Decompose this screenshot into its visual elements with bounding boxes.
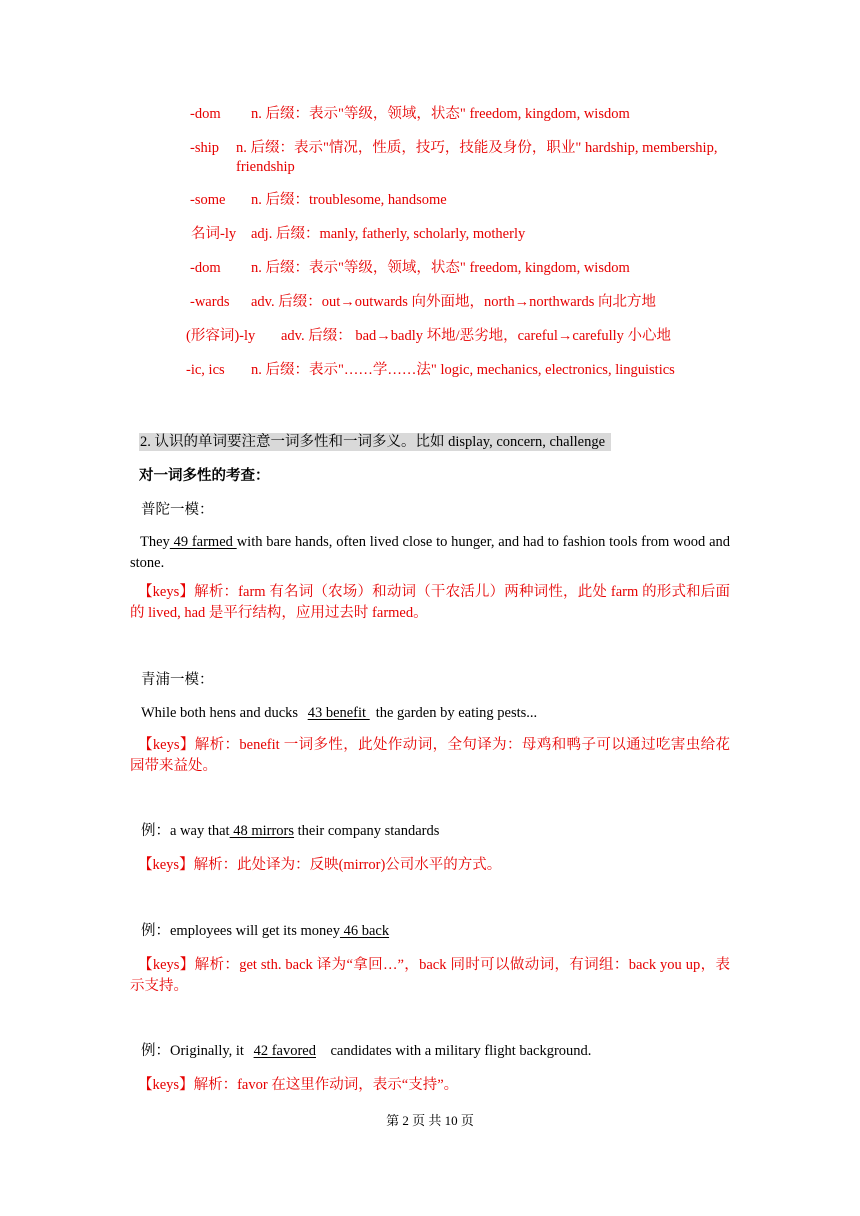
example-sentence <box>141 921 389 941</box>
sentence-pre: While both hens and ducks <box>141 705 302 721</box>
suffix-word: -some <box>190 192 226 208</box>
suffix-row <box>190 293 229 311</box>
suffix-row <box>186 361 225 379</box>
suffix-definition: adv. 后缀：out→outwards 向外面地，north→northwards 向北方地 <box>251 294 657 310</box>
key-text: 【keys】解析：benefit 一词多性，此处作动词，全句译为：母鸡和鸭子可以通过吃害虫给花园带来益处。 <box>130 737 730 774</box>
page-footer: 第 2 页 共 10 页 <box>386 1113 474 1128</box>
suffix-row <box>191 225 236 243</box>
suffix-definition: adj. 后缀：manly, fatherly, scholarly, motherly <box>251 226 526 242</box>
answer-blank: 48 mirrors <box>229 823 295 839</box>
sentence-pre: 例：Originally, it <box>141 1043 248 1059</box>
example-source: 普陀一模： <box>141 502 214 518</box>
suffix-word: -dom <box>190 260 221 276</box>
example-sentence <box>141 703 537 723</box>
sentence-post: candidates with a military flight background. <box>316 1043 592 1059</box>
suffix-word: -ic, ics <box>186 362 225 378</box>
sentence-pre: 例：employees will get its money <box>141 923 340 939</box>
key-text: 【keys】解析：get sth. back 译为“拿回…”，back 同时可以做动词，有词组：back you up，表示支持。 <box>130 957 730 994</box>
key-explanation: 【keys】解析：favor 在这里作动词，表示“支持”。 <box>138 1077 459 1093</box>
example-source: 青浦一模： <box>141 672 214 688</box>
suffix-row <box>190 139 219 157</box>
key-explanation <box>130 582 730 624</box>
sentence-post: the garden by eating pests... <box>375 705 538 721</box>
suffix-definition-cont: friendship <box>236 159 295 175</box>
answer-blank: 46 back <box>339 923 390 939</box>
key-explanation <box>130 955 730 997</box>
sentence-post: their company standards <box>294 823 440 839</box>
example-sentence <box>141 821 439 841</box>
subheading: 对一词多性的考查： <box>139 468 270 484</box>
sentence-pre: 例：a way that <box>141 823 230 839</box>
suffix-definition: n. 后缀：表示"情况，性质，技巧，技能及身份，职业" hardship, membership, <box>236 140 718 156</box>
answer-blank: 42 favored <box>253 1043 316 1059</box>
key-explanation <box>130 735 730 777</box>
suffix-definition: n. 后缀：表示"……学……法" logic, mechanics, electronics, linguistics <box>251 362 675 378</box>
suffix-word: 名词-ly <box>191 226 237 242</box>
suffix-word: (形容词)-ly <box>186 328 256 344</box>
answer-blank: 49 farmed <box>169 534 237 550</box>
example-sentence <box>141 1041 591 1061</box>
section-heading <box>139 432 611 452</box>
suffix-row <box>190 191 225 209</box>
suffix-row <box>190 259 221 277</box>
suffix-row <box>186 327 255 345</box>
suffix-definition: n. 后缀：表示"等级，领域，状态" freedom, kingdom, wisdom <box>251 106 630 122</box>
sentence-pre: They <box>140 534 170 550</box>
answer-blank: 43 benefit <box>307 705 370 721</box>
suffix-definition: n. 后缀：表示"等级，领域，状态" freedom, kingdom, wisdom <box>251 260 630 276</box>
suffix-word: -wards <box>190 294 230 310</box>
suffix-definition: adv. 后缀： bad→badly 坏地/恶劣地，careful→carefully 小心地 <box>281 328 672 344</box>
suffix-word: -dom <box>190 106 221 122</box>
key-text: 【keys】解析：farm 有名词（农场）和动词（干农活儿）两种词性，此处 farm 的形式和后面的 lived, had 是平行结构，应用过去时 farmed。 <box>130 584 730 621</box>
key-explanation: 【keys】解析：此处译为：反映(mirror)公司水平的方式。 <box>138 857 502 873</box>
example-sentence <box>130 532 730 574</box>
sentence-post: with bare hands, often lived close to hunger, and had to fashion tools from wood and stone. <box>130 534 731 571</box>
suffix-word: -ship <box>190 140 219 156</box>
suffix-definition: n. 后缀：troublesome, handsome <box>251 192 447 208</box>
suffix-row <box>190 105 221 123</box>
section-heading-text: 2. 认识的单词要注意一词多性和一词多义。比如 display, concern, challenge <box>139 433 611 451</box>
